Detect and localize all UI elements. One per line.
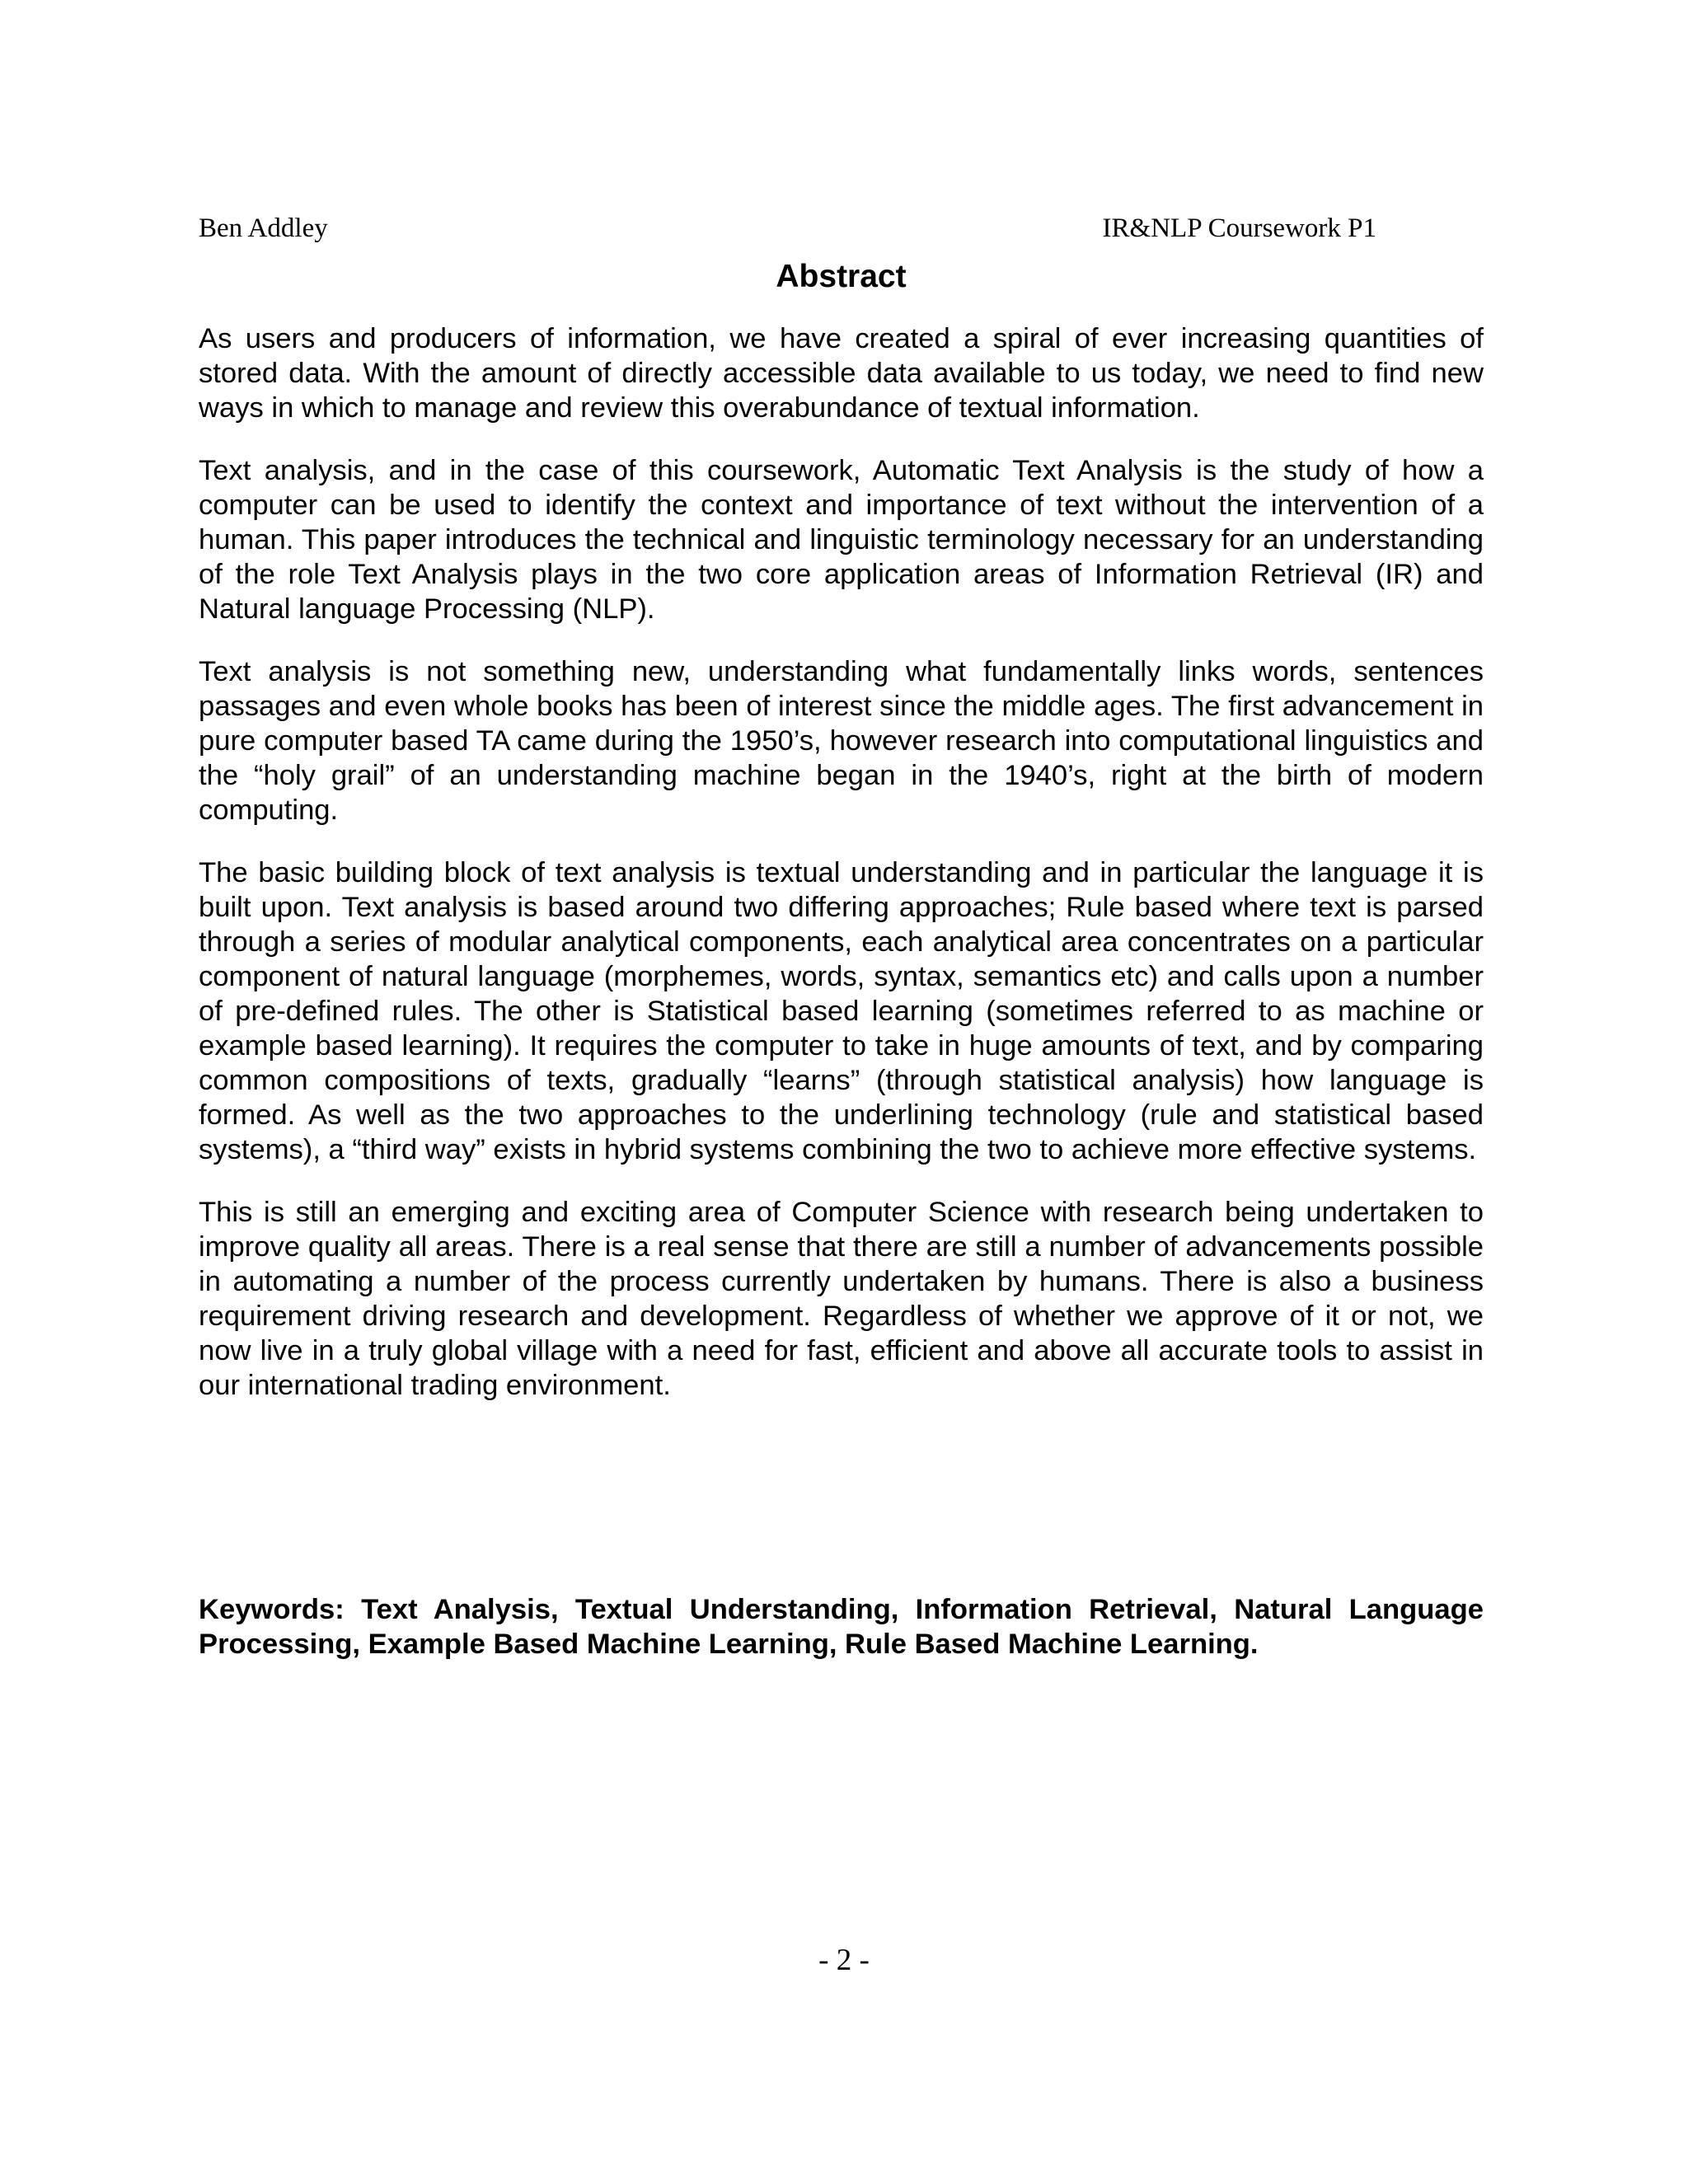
paragraph-2: Text analysis, and in the case of this coursework, Automatic Text Analysis is the study of how a computer can be used to identify the context and importance of text without the intervention of a human. This paper introduces the technical and linguistic terminology necessary for an understanding of the role Text Analysis plays in the two core application areas of Information Retrieval (IR) and Natural language Processing (NLP).: [199, 455, 1484, 625]
header-author: Ben Addley: [199, 213, 328, 243]
paragraph-5: This is still an emerging and exciting area of Computer Science with research being undertaken to improve quality all areas. There is a real sense that there are still a number of advancements possible in automating a number of the process currently undertaken by humans. There is also a business requirement driving research and development. Regardless of whether we approve of it or not, we now live in a truly global village with a need for fast, efficient and above all accurate tools to assist in our international trading environment.: [199, 1197, 1484, 1401]
paragraph-4: The basic building block of text analysis is textual understanding and in particular the language it is built upon. Text analysis is based around two differing approaches; Rule based where text is parsed through a series of modular analytical components, each analytical area concentrates on a particular component of natural language (morphemes, words, syntax, semantics etc) and calls upon a number of pre-defined rules. The other is Statistical based learning (sometimes referred to as machine or example based learning). It requires the computer to take in huge amounts of text, and by comparing common compositions of texts, gradually “learns” (through statistical analysis) how language is formed. As well as the two approaches to the underlining technology (rule and statistical based systems), a “third way” exists in hybrid systems combining the two to achieve more effective systems.: [199, 857, 1484, 1165]
keywords: Keywords: Text Analysis, Textual Understanding, Information Retrieval, Natural Language Processing, Example Based Machine Learning, Rule Based Machine Learning.: [199, 1594, 1484, 1660]
paragraph-3: Text analysis is not something new, understanding what fundamentally links words, sentences passages and even whole books has been of interest since the middle ages. The first advancement in pure computer based TA came during the 1950’s, however research into computational linguistics and the “holy grail” of an understanding machine began in the 1940’s, right at the birth of modern computing.: [199, 656, 1484, 826]
section-title: Abstract: [776, 259, 907, 294]
page-header: [199, 209, 1376, 247]
abstract-body: [199, 321, 1484, 1431]
page-number: - 2 -: [818, 1943, 870, 1977]
paragraph-1: As users and producers of information, we have created a spiral of ever increasing quantities of stored data. With the amount of directly accessible data available to us today, we need to find new ways in which to manage and review this overabundance of textual information.: [199, 323, 1484, 424]
header-course: IR&NLP Coursework P1: [1102, 213, 1376, 243]
